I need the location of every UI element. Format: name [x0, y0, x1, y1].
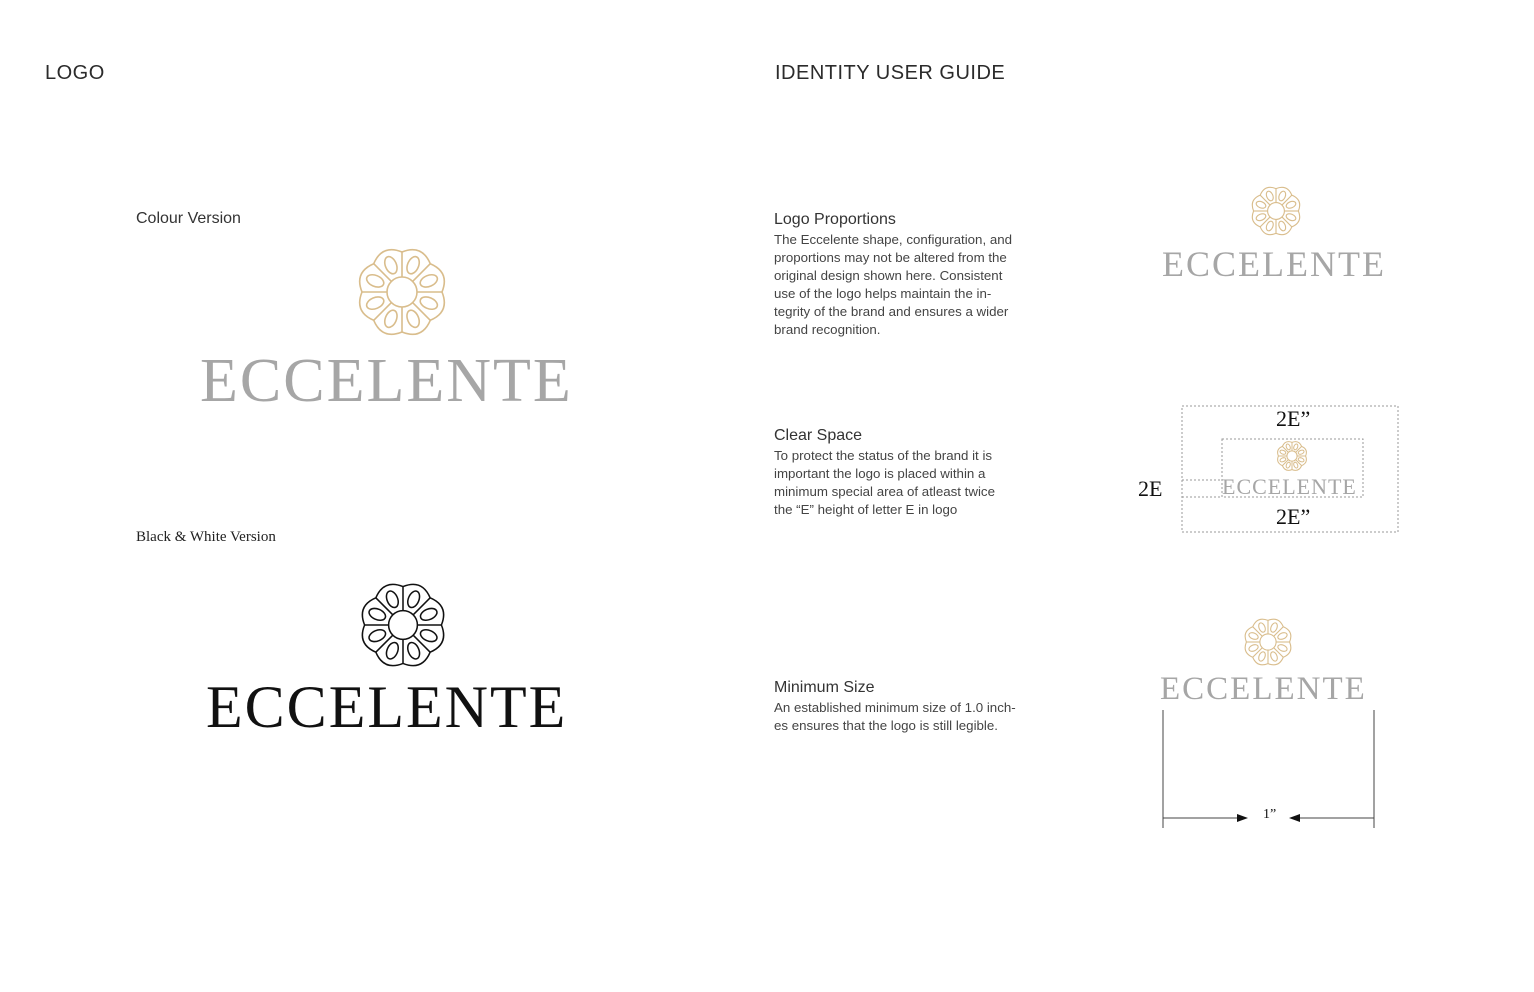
section-title-clear-space: Clear Space — [774, 427, 863, 444]
clear-space-bottom-label: 2E” — [1276, 504, 1311, 529]
section-title-minimum-size: Minimum Size — [774, 679, 875, 696]
section-title-proportions: Logo Proportions — [774, 211, 896, 228]
clear-space-wordmark: ECCELENTE — [1222, 474, 1357, 499]
minimum-size-wordmark: ECCELENTE — [1160, 671, 1367, 707]
clear-space-left-label: 2E — [1138, 476, 1163, 501]
clear-space-top-label: 2E” — [1276, 406, 1311, 431]
flower-emblem-gold-icon — [1241, 615, 1295, 669]
section-body-minimum-size: An established minimum size of 1.0 inch- es ensures that the logo is still legible. — [774, 700, 1016, 733]
bw-wordmark: ECCELENTE — [206, 674, 568, 740]
arrow-right-icon — [1237, 814, 1248, 822]
flower-emblem-gold-icon — [1248, 183, 1304, 239]
colour-wordmark: ECCELENTE — [200, 347, 573, 415]
section-body-clear-space: To protect the status of the brand it is important the logo is placed within a minimum special area of atleast twice the “E” height of letter E in logo — [774, 448, 995, 517]
logo-heading: LOGO — [45, 62, 105, 84]
identity-guide-heading: IDENTITY USER GUIDE — [775, 62, 1006, 84]
flower-emblem-gold-icon — [352, 242, 452, 342]
proportions-wordmark: ECCELENTE — [1162, 244, 1386, 284]
section-body-proportions: The Eccelente shape, configuration, and proportions may not be altered from the original design shown here. Consistent use of the logo helps maintain the in- tegrity of the brand and ensures a wider brand recognition. — [774, 232, 1013, 337]
bw-version-label: Black & White Version — [136, 529, 276, 545]
flower-emblem-gold-icon — [1275, 439, 1309, 473]
flower-emblem-black-icon — [355, 577, 451, 673]
dimension-label: 1” — [1263, 807, 1277, 822]
arrow-left-icon — [1289, 814, 1300, 822]
colour-version-label: Colour Version — [136, 210, 241, 227]
